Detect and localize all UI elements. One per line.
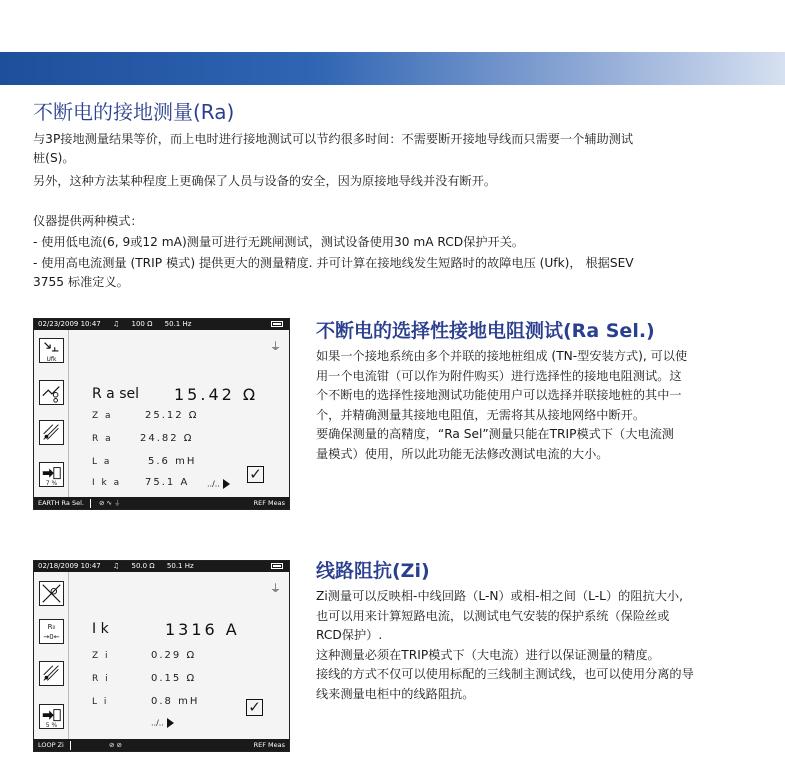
- main-measure-value: 1316 A: [165, 620, 240, 639]
- body-line: 如果一个接地系统由多个并联的接地桩组成 (TN-型安装方式), 可以使: [316, 349, 688, 363]
- probe-crossed-icon: [40, 582, 63, 605]
- section-ra-sel-title: 不断电的选择性接地电阻测试(Ra Sel.): [316, 320, 655, 342]
- mode-name: LOOP Zi: [38, 741, 64, 749]
- mode-name: EARTH Ra Sel.: [38, 499, 84, 507]
- body-line: 接线的方式不仅可以使用标配的三线制主测试线，也可以使用分离的导: [316, 667, 694, 682]
- probe-off-button[interactable]: [39, 581, 64, 606]
- ufk-button[interactable]: [39, 338, 64, 363]
- wiring-button[interactable]: [39, 661, 64, 686]
- param-value: 24.82 Ω: [140, 433, 194, 444]
- body-line: 这种测量必须在TRIP模式下（大电流）进行以保证测量的精度。: [316, 647, 660, 662]
- wiring-icon: [40, 662, 63, 685]
- body-line: RCD保护）.: [316, 628, 383, 643]
- plug-icon: ⏚: [270, 340, 281, 353]
- param-value: 5.6 mH: [148, 456, 197, 467]
- param-label: Z i: [92, 651, 110, 661]
- param-value: 0.15 Ω: [151, 673, 197, 684]
- main-measure-label: R a sel: [92, 386, 140, 402]
- param-value: 25.12 Ω: [145, 410, 199, 421]
- param-label: I k a: [92, 478, 122, 488]
- safety-note: 另外，这种方法某种程度上更确保了人员与设备的安全，因为原接地导线并没有断开。: [33, 174, 497, 188]
- screen-range: 50.0 Ω: [131, 562, 155, 570]
- param-label: R a: [92, 434, 113, 444]
- clamp-icon: ⊘ ∿ ⏚: [99, 499, 121, 507]
- plug-icon: ⏚: [270, 582, 281, 595]
- section-zi-title: 线路阻抗(Zi): [316, 560, 430, 582]
- probe-icon: [40, 381, 63, 404]
- body-line: 用一个电流钳（可以作为附件购买）进行选择性的接地电阻测试。这: [316, 368, 682, 383]
- param-value: 75.1 A: [145, 477, 190, 488]
- current-mode-caption: 5 %: [45, 722, 58, 729]
- more-results-button[interactable]: ../..: [207, 479, 230, 489]
- battery-icon: [271, 563, 283, 569]
- mode-high-current-line-1: - 使用高电流测量 (TRIP 模式) 提供更大的测量精度. 并可计算在接地线发生短路时的故障电压 (Ufk)， 根据SEV: [33, 256, 634, 270]
- body-line: 个，并精确测量其接地电阻值，无需将其从接地网络中断开。: [316, 407, 646, 422]
- screen-range: 100 Ω: [131, 320, 153, 328]
- zero-comp-caption: R₀ →0←: [43, 623, 60, 641]
- current-mode-button[interactable]: [39, 462, 64, 487]
- button-column-divider: [68, 572, 69, 739]
- zero-compensation-button[interactable]: [39, 619, 64, 644]
- body-line: 也可以用来计算短路电流，以测试电气安装的保护系统（保险丝或: [316, 608, 670, 623]
- section-zi-body: [316, 587, 694, 705]
- validate-checkbox[interactable]: ✓: [247, 466, 264, 483]
- screen-frequency: 50.1 Hz: [164, 320, 192, 328]
- battery-icon: [271, 321, 283, 327]
- param-value: 0.8 mH: [151, 696, 200, 707]
- function-bar: [34, 739, 289, 751]
- alarm-icon: ♫: [112, 320, 120, 328]
- body-line: 线来测量电柜中的线路阻抗。: [316, 686, 475, 701]
- ref-meas-label: REF Meas: [253, 499, 285, 507]
- mode-low-current: - 使用低电流(6, 9或12 mA)测量可进行无跳闸测试，测试设备使用30 mA RCD保护开关。: [33, 235, 525, 249]
- device-screen-ra-sel: [33, 318, 290, 510]
- wiring-button[interactable]: [39, 420, 64, 445]
- param-label: R i: [92, 674, 110, 684]
- body-line: 要确保测量的高精度，“Ra Sel”测量只能在TRIP模式下（大电流测: [316, 427, 674, 442]
- param-value: 0.29 Ω: [151, 650, 197, 661]
- body-line: 个不断电的选择性接地测试功能使用户可以选择并联接地桩的其中一: [316, 388, 682, 403]
- current-mode-button[interactable]: [39, 704, 64, 729]
- main-measure-label: I k: [92, 621, 109, 637]
- param-label: Z a: [92, 411, 113, 421]
- screen-date: 02/18/2009 10:47: [38, 562, 101, 570]
- section-ra-sel-body: [316, 347, 687, 465]
- body-line: 量模式）使用，所以此功能无法修改测试电流的大小。: [316, 446, 609, 461]
- device-screen-loop-zi: [33, 560, 290, 752]
- function-bar: [34, 497, 289, 509]
- param-label: L i: [92, 697, 109, 707]
- page-title: 不断电的接地测量(Ra): [33, 100, 235, 124]
- modes-intro: 仪器提供两种模式：: [33, 214, 143, 228]
- validate-checkbox[interactable]: ✓: [246, 699, 263, 716]
- body-line: Zi测量可以反映相-中线回路（L-N）或相-相之间（L-L）的阻抗大小,: [316, 589, 683, 603]
- status-bar: [34, 319, 289, 330]
- screen-date: 02/23/2009 10:47: [38, 320, 101, 328]
- more-results-button[interactable]: ../..: [151, 718, 174, 728]
- alarm-icon: ♫: [112, 562, 120, 570]
- mode-high-current-line-2: 3755 标准定义。: [33, 275, 129, 289]
- button-column-divider: [68, 330, 69, 497]
- ufk-caption: Ufk: [46, 356, 57, 363]
- main-measure-value: 15.42 Ω: [174, 385, 259, 404]
- probe-status-icon: ⊘ ⊘: [108, 741, 122, 749]
- current-mode-caption: 7 %: [45, 480, 58, 487]
- param-label: L a: [92, 457, 112, 467]
- status-bar: [34, 561, 289, 572]
- wiring-icon: [40, 421, 63, 444]
- ref-meas-label: REF Meas: [253, 741, 285, 749]
- screen-frequency: 50.1 Hz: [166, 562, 194, 570]
- header-banner: [0, 52, 785, 85]
- intro-line-1: 与3P接地测量结果等价，而上电时进行接地测试可以节约很多时间：不需要断开接地导线而只需要一个辅助测试: [33, 132, 634, 146]
- intro-line-2: 桩(S)。: [33, 151, 75, 165]
- probe-config-button[interactable]: [39, 380, 64, 405]
